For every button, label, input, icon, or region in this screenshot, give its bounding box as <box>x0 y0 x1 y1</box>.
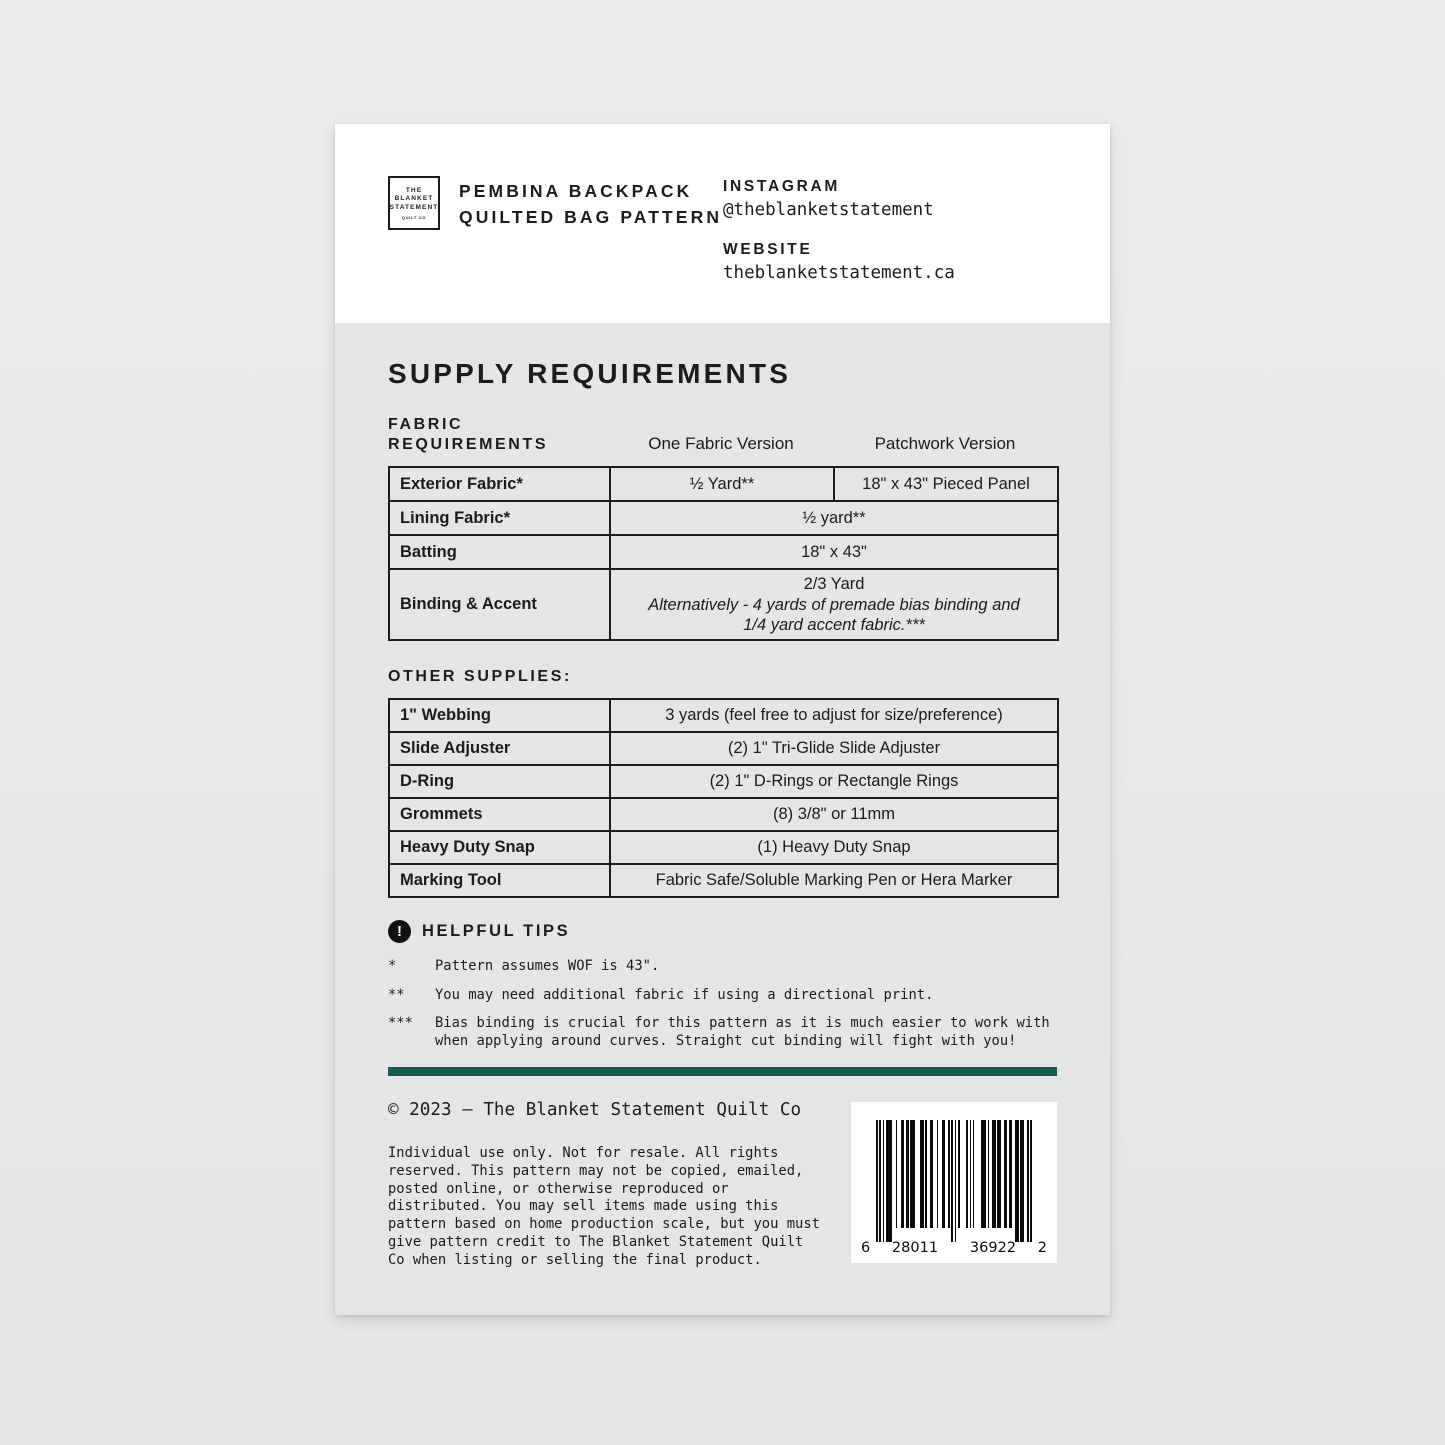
table-row-heavy-duty-snap <box>389 831 1058 864</box>
tip-item-wof <box>388 958 1057 976</box>
row-value-patchwork: 18" x 43" Pieced Panel <box>834 467 1058 501</box>
row-label: Grommets <box>389 798 610 831</box>
row-label: Slide Adjuster <box>389 732 610 765</box>
website-url: theblanketstatement.ca <box>723 263 955 283</box>
row-value: (8) 3/8" or 11mm <box>610 798 1058 831</box>
row-value: Fabric Safe/Soluble Marking Pen or Hera Marker <box>610 864 1058 897</box>
other-supplies-heading: OTHER SUPPLIES: <box>388 668 572 685</box>
tip-marker: * <box>388 958 397 974</box>
pattern-title-line1: PEMBINA BACKPACK <box>459 181 693 201</box>
binding-alternative-note: Alternatively - 4 yards of premade bias binding and 1/4 yard accent fabric.*** <box>648 596 1020 634</box>
table-row-slide-adjuster <box>389 732 1058 765</box>
instagram-label: INSTAGRAM <box>723 178 841 195</box>
row-label: D-Ring <box>389 765 610 798</box>
helpful-tips-heading: HELPFUL TIPS <box>422 922 571 940</box>
card-header <box>335 124 1110 323</box>
barcode-digit-right: 2 <box>1037 1240 1047 1256</box>
row-value: ½ yard** <box>610 501 1058 535</box>
row-label: Lining Fabric* <box>389 501 610 535</box>
tip-marker: *** <box>388 1015 413 1031</box>
tip-text: Bias binding is crucial for this pattern as it is much easier to work with when applying around curves. Straight cut binding will fight with you! <box>435 1015 1050 1049</box>
barcode-digits <box>861 1240 1047 1256</box>
pattern-back-cover-card <box>335 124 1110 1315</box>
pattern-title-line2: QUILTED BAG PATTERN <box>459 207 723 227</box>
tip-marker: ** <box>388 986 405 1003</box>
tip-text: Pattern assumes WOF is 43". <box>435 958 660 974</box>
row-label: Batting <box>389 535 610 569</box>
table-row-marking-tool <box>389 864 1058 897</box>
logo-line-blanket: BLANKET <box>394 195 434 202</box>
table-row-grommets <box>389 798 1058 831</box>
fabric-requirements-label: FABRIC REQUIREMENTS <box>388 416 549 453</box>
tip-item-bias-binding <box>388 1015 1057 1050</box>
table-row-batting <box>389 535 1058 569</box>
row-value: (1) Heavy Duty Snap <box>610 831 1058 864</box>
column-header-patchwork-version: Patchwork Version <box>874 434 1016 453</box>
copyright-text: © 2023 – The Blanket Statement Quilt Co <box>388 1100 802 1120</box>
legal-column <box>388 1100 828 1270</box>
fabric-requirements-table <box>388 466 1059 641</box>
row-value: (2) 1" D-Rings or Rectangle Rings <box>610 765 1058 798</box>
row-label: Exterior Fabric* <box>389 467 610 501</box>
row-label: Marking Tool <box>389 864 610 897</box>
tip-text: You may need additional fabric if using a directional print. <box>435 986 934 1003</box>
website-label: WEBSITE <box>723 241 813 258</box>
divider-bar <box>388 1067 1057 1076</box>
row-label: 1" Webbing <box>389 699 610 732</box>
footer <box>388 1100 1057 1270</box>
pattern-title <box>459 178 722 230</box>
logo-line-quiltco: QUILT CO <box>401 214 427 220</box>
row-label: Heavy Duty Snap <box>389 831 610 864</box>
table-row-binding-accent <box>389 569 1058 640</box>
barcode-digit-group1: 28011 <box>891 1240 939 1256</box>
brand-logo-text <box>390 187 439 220</box>
exclamation-icon: ! <box>388 920 411 943</box>
table-row-d-ring <box>389 765 1058 798</box>
row-value-one-fabric: ½ Yard** <box>610 467 834 501</box>
instagram-handle: @theblanketstatement <box>723 200 934 220</box>
row-value: (2) 1" Tri-Glide Slide Adjuster <box>610 732 1058 765</box>
row-value <box>610 569 1058 640</box>
barcode-digit-left: 6 <box>861 1240 871 1256</box>
barcode <box>851 1102 1057 1263</box>
barcode-digit-group2: 36922 <box>969 1240 1017 1256</box>
row-value: 3 yards (feel free to adjust for size/preference) <box>610 699 1058 732</box>
other-supplies-table <box>388 698 1059 898</box>
logo-line-the: THE <box>405 186 423 194</box>
table-row-exterior-fabric <box>389 467 1058 501</box>
tip-item-directional-print <box>388 987 1057 1005</box>
supply-requirements-heading: SUPPLY REQUIREMENTS <box>388 358 792 389</box>
helpful-tips-header <box>388 920 1057 943</box>
row-label: Binding & Accent <box>389 569 610 640</box>
binding-yardage: 2/3 Yard <box>803 575 865 593</box>
brand-logo <box>388 176 440 230</box>
contact-info <box>723 178 955 283</box>
card-body <box>335 323 1110 1270</box>
table-row-webbing <box>389 699 1058 732</box>
fabric-table-header-row <box>388 415 1057 455</box>
column-header-one-fabric-version: One Fabric Version <box>648 434 794 453</box>
legal-text: Individual use only. Not for resale. All rights reserved. This pattern may not be copied, emailed, posted online, or otherwise reproduced or distributed. You may sell items made using this pattern based on home production scale, but you must give pattern credit to The Blanket Statement Quilt Co when listing or selling the final product. <box>388 1145 820 1268</box>
row-value: 18" x 43" <box>610 535 1058 569</box>
barcode-bars <box>876 1120 1032 1242</box>
logo-line-statement: STATEMENT <box>389 203 439 211</box>
table-row-lining-fabric <box>389 501 1058 535</box>
